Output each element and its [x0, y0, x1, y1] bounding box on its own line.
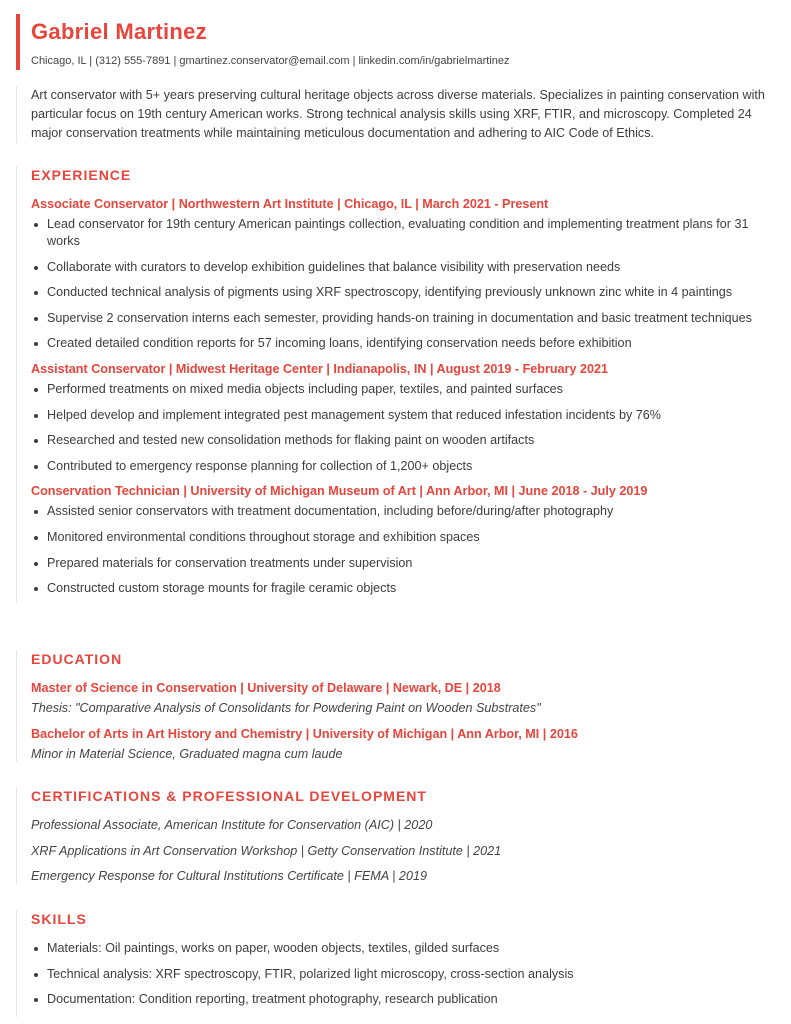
- education-section: [16, 650, 771, 762]
- job-bullet-list: [31, 216, 771, 352]
- candidate-name: Gabriel Martinez: [31, 19, 207, 44]
- certifications-section: [16, 787, 771, 884]
- experience-section: [16, 166, 771, 603]
- section-title-education: EDUCATION: [31, 651, 123, 667]
- list-item: Collaborate with curators to develop exhibition guidelines that balance visibility with preservation needs: [47, 259, 771, 276]
- job-bullet-list: [31, 381, 771, 475]
- skills-section: [16, 910, 771, 1017]
- list-item: Contributed to emergency response planning for collection of 1,200+ objects: [47, 458, 771, 475]
- list-item: Constructed custom storage mounts for fragile ceramic objects: [47, 580, 771, 597]
- list-item: Monitored environmental conditions throughout storage and exhibition spaces: [47, 529, 771, 546]
- resume-header: [16, 14, 510, 70]
- certification-item: XRF Applications in Art Conservation Workshop | Getty Conservation Institute | 2021: [31, 843, 502, 858]
- job-heading: Assistant Conservator | Midwest Heritage Center | Indianapolis, IN | August 2019 - February 2021: [31, 361, 608, 376]
- list-item: Materials: Oil paintings, works on paper, wooden objects, textiles, gilded surfaces: [47, 940, 771, 957]
- section-title-certifications: CERTIFICATIONS & PROFESSIONAL DEVELOPMENT: [31, 788, 427, 804]
- list-item: Prepared materials for conservation treatments under supervision: [47, 555, 771, 572]
- list-item: Conducted technical analysis of pigments using XRF spectroscopy, identifying previously unknown zinc white in 4 paintings: [47, 284, 771, 301]
- list-item: Technical analysis: XRF spectroscopy, FTIR, polarized light microscopy, cross-section analysis: [47, 966, 771, 983]
- degree-note: Thesis: "Comparative Analysis of Consolidants for Powdering Paint on Wooden Substrates": [31, 701, 541, 715]
- list-item: Helped develop and implement integrated pest management system that reduced infestation incidents by 76%: [47, 407, 771, 424]
- list-item: Researched and tested new consolidation methods for flaking paint on wooden artifacts: [47, 432, 771, 449]
- list-item: Assisted senior conservators with treatment documentation, including before/during/after photography: [47, 503, 771, 520]
- list-item: Performed treatments on mixed media objects including paper, textiles, and painted surfaces: [47, 381, 771, 398]
- degree-note: Minor in Material Science, Graduated magna cum laude: [31, 747, 343, 761]
- professional-summary: Art conservator with 5+ years preserving cultural heritage objects across diverse materials. Specializes in painting conservation with particular focus on 19th century American works. Strong technical analysis skills using XRF, FTIR, and microscopy. Completed 24 major conservation treatments while maintaining meticulous documentation and adhering to AIC Code of Ethics.: [16, 86, 771, 143]
- job-bullet-list: [31, 503, 771, 597]
- list-item: Supervise 2 conservation interns each semester, providing hands-on training in documentation and basic treatment techniques: [47, 310, 771, 327]
- certification-item: Emergency Response for Cultural Institutions Certificate | FEMA | 2019: [31, 869, 427, 883]
- section-title-skills: SKILLS: [31, 911, 87, 927]
- degree-heading: Master of Science in Conservation | University of Delaware | Newark, DE | 2018: [31, 681, 501, 695]
- list-item: Lead conservator for 19th century American paintings collection, evaluating condition and implementing treatment plans for 31 works: [47, 216, 771, 250]
- contact-line: Chicago, IL | (312) 555-7891 | gmartinez.conservator@email.com | linkedin.com/in/gabrielmartinez: [31, 55, 510, 67]
- list-item: Documentation: Condition reporting, treatment photography, research publication: [47, 991, 771, 1008]
- section-title-experience: EXPERIENCE: [31, 167, 132, 183]
- skills-list: [31, 940, 771, 1008]
- certification-item: Professional Associate, American Institute for Conservation (AIC) | 2020: [31, 818, 433, 832]
- job-heading: Associate Conservator | Northwestern Art Institute | Chicago, IL | March 2021 - Present: [31, 197, 549, 211]
- list-item: Created detailed condition reports for 57 incoming loans, identifying conservation needs before exhibition: [47, 335, 771, 352]
- job-heading: Conservation Technician | University of Michigan Museum of Art | Ann Arbor, MI | June 2018 - July 2019: [31, 484, 648, 499]
- degree-heading: Bachelor of Arts in Art History and Chemistry | University of Michigan | Ann Arbor, MI | 2016: [31, 727, 578, 741]
